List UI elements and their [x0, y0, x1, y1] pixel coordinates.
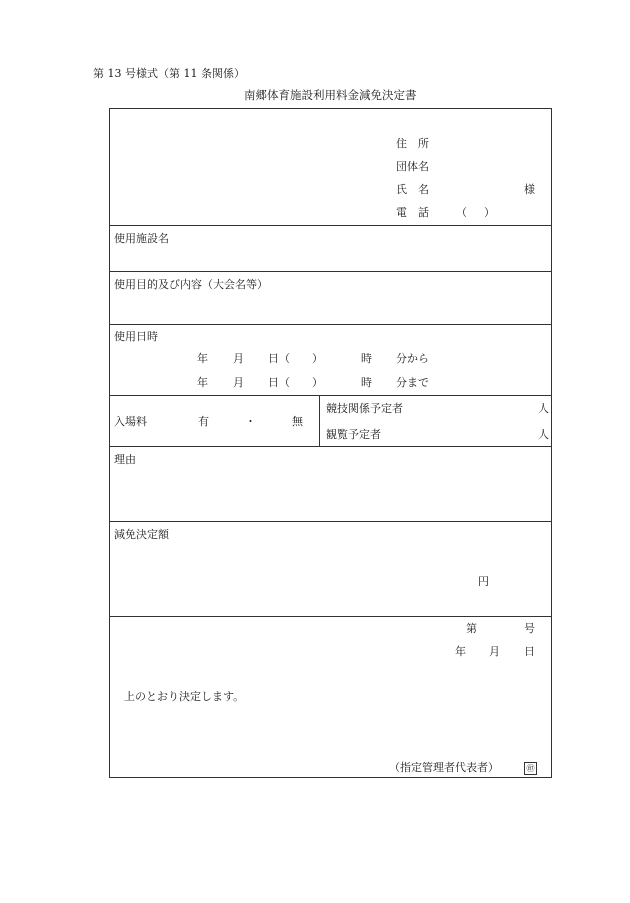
to-year: 年 — [197, 376, 208, 389]
to-paren-close: ） — [312, 376, 323, 389]
honorific-text: 様 — [524, 183, 535, 196]
row-divider — [109, 271, 552, 272]
phone-paren-open: （ — [456, 206, 467, 219]
admission-divider — [319, 395, 320, 446]
decision-year: 年 — [455, 645, 466, 658]
signer-label: （指定管理者代表者） — [389, 761, 499, 774]
to-month: 月 — [233, 376, 244, 389]
from-hour: 時 — [361, 352, 372, 365]
to-hour: 時 — [361, 376, 372, 389]
from-year: 年 — [197, 352, 208, 365]
decision-month: 月 — [489, 645, 500, 658]
row-divider — [109, 521, 552, 522]
admission-no: 無 — [292, 415, 303, 428]
purpose-label: 使用目的及び内容（大会名等） — [114, 278, 268, 291]
decision-number-prefix: 第 — [466, 622, 477, 635]
to-day: 日（ — [268, 376, 290, 389]
datetime-label: 使用日時 — [114, 330, 158, 343]
reason-label: 理由 — [114, 453, 136, 466]
amount-label: 減免決定額 — [114, 528, 169, 541]
phone-paren-close: ） — [484, 206, 495, 219]
admission-separator: ・ — [245, 415, 256, 428]
competitors-label: 競技関係予定者 — [326, 402, 403, 415]
admission-fee-label: 入場料 — [114, 415, 147, 428]
decision-statement: 上のとおり決定します。 — [124, 690, 245, 703]
from-month: 月 — [233, 352, 244, 365]
document-title: 南郷体育施設利用料金減免決定書 — [244, 88, 417, 102]
decision-number-suffix: 号 — [524, 622, 535, 635]
row-divider — [109, 616, 552, 617]
address-label: 住 所 — [396, 137, 429, 150]
phone-label: 電 話 — [396, 206, 429, 219]
admission-yes: 有 — [198, 415, 209, 428]
amount-unit: 円 — [478, 575, 489, 588]
facility-label: 使用施設名 — [114, 232, 169, 245]
decision-day: 日 — [524, 645, 535, 658]
form-number-label: 第 13 号様式（第 11 条関係） — [93, 67, 245, 80]
from-day: 日（ — [268, 352, 290, 365]
name-label: 氏 名 — [396, 183, 429, 196]
row-divider — [109, 324, 552, 325]
row-divider — [109, 395, 552, 396]
row-divider — [109, 446, 552, 447]
group-name-label: 団体名 — [396, 160, 429, 173]
seal-icon: ㊞ — [524, 762, 537, 775]
from-paren-close: ） — [312, 352, 323, 365]
competitors-unit: 人 — [538, 402, 549, 415]
to-minute: 分まで — [396, 376, 429, 389]
from-minute: 分から — [396, 352, 429, 365]
spectators-unit: 人 — [538, 428, 549, 441]
spectators-label: 観覧予定者 — [326, 428, 381, 441]
row-divider — [109, 225, 552, 226]
seal-mark — [524, 761, 537, 775]
